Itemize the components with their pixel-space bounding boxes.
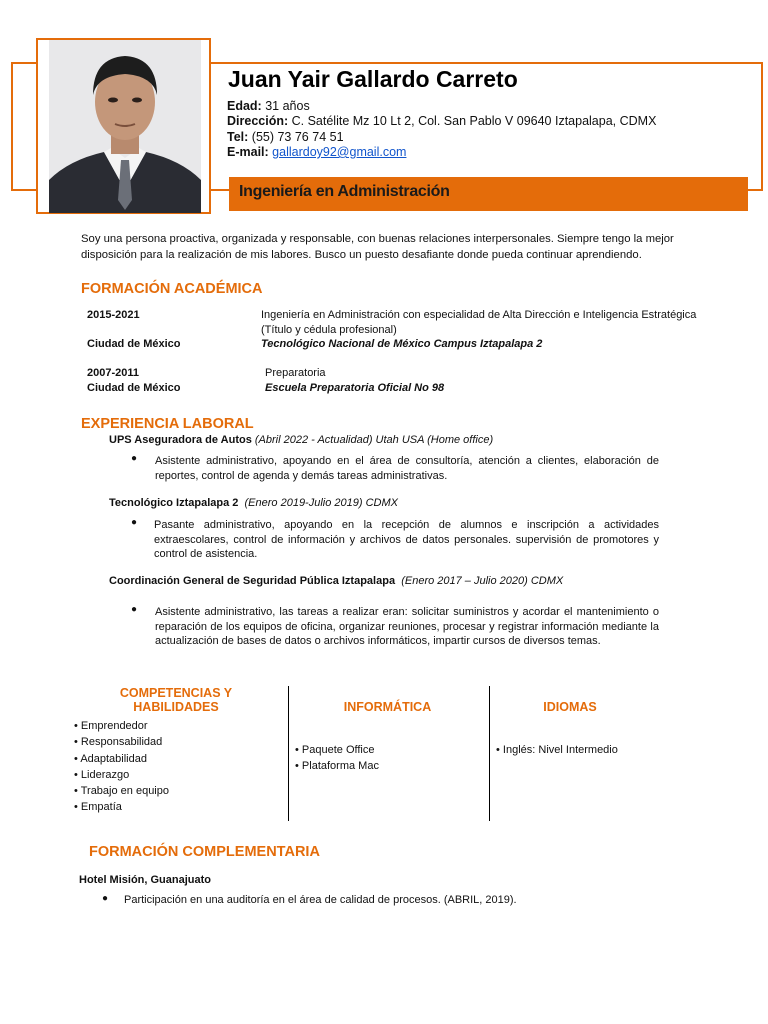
idiomas-title: IDIOMAS [543,700,597,714]
list-item: • Responsabilidad [74,736,163,749]
competencias-title-line1: COMPETENCIAS Y [119,686,233,700]
job-description: Pasante administrativo, apoyando en la recepción de alumnos e inscripción a actividades extraescolares, control de información y archivos de datos personales. supervisión de promotores y control de asistencia. [154,519,659,560]
profile-summary: Soy una persona proactiva, organizada y responsable, con buenas relaciones interpersonales. Siempre tengo la mejor disposición para la realización de mis labores. Busco un puesto desafiante donde pueda continuar aprendiendo. [81,233,674,261]
edu-years: 2007-2011 [87,367,139,379]
edu-years: 2015-2021 [87,309,140,321]
address-value: C. Satélite Mz 10 Lt 2, Col. San Pablo V 09640 Iztapalapa, CDMX [291,114,657,128]
job-description: Asistente administrativo, las tareas a realizar eran: solicitar suministros y acordar el mantenimiento o reparación de los equipos de oficina, organizar reuniones, procesar y registrar información mediante la actualización de bases de datos o archivos informáticos, impartir cursos de diversos temas. [155,606,659,647]
email-line [227,145,406,159]
candidate-name: Juan Yair Gallardo Carreto [228,66,518,92]
list-item-text: Plataforma Mac [301,760,379,773]
experience-title: EXPERIENCIA LABORAL [81,416,254,432]
list-item: • Trabajo en equipo [74,785,169,798]
list-item: • Adaptabilidad [74,752,147,765]
list-item-text: Liderazgo [80,768,130,781]
list-item-text: Trabajo en equipo [80,785,169,798]
list-item-text: Emprendedor [80,720,148,732]
job-description: Asistente administrativo, apoyando en el área de consultoría, atención a clientes, elaboración de reportes, control de agenda y demás tareas administrativas. [155,455,659,482]
informatica-list [295,742,379,775]
edu-school: Tecnológico Nacional de México Campus Iztapalapa 2 [261,338,543,350]
idiomas-list [496,742,618,758]
degree-banner [229,177,748,211]
job-header [109,575,563,587]
job-header [109,434,493,446]
job-company: UPS Aseguradora de Autos [109,434,252,446]
address-line [227,114,656,128]
email-link[interactable]: gallardoy92@gmail.com [272,145,407,159]
competencias-list [74,718,169,816]
job-company: Coordinación General de Seguridad Pública Iztapalapa [109,575,396,587]
informatica-title: INFORMÁTICA [343,700,432,714]
job-detail: (Abril 2022 - Actualidad) Utah USA (Home office) [254,434,494,446]
list-item-text: Adaptabilidad [80,752,147,765]
list-item-text: Inglés: Nivel Intermedio [502,744,618,756]
column-divider [288,686,289,821]
complementary-title: FORMACIÓN COMPLEMENTARIA [89,844,320,860]
edu-place: Ciudad de México [87,338,181,350]
edu-degree: Preparatoria [265,367,326,379]
phone-line [227,130,344,144]
phone-label: Tel: [227,130,249,144]
list-item: • Empatía [74,801,122,814]
education-title: FORMACIÓN ACADÉMICA [81,281,263,297]
profile-photo [49,40,201,213]
edu-place: Ciudad de México [87,382,181,394]
bullet-icon: ● [131,604,138,615]
list-item: • Paquete Office [295,744,375,756]
list-item: • Liderazgo [74,768,130,781]
job-company: Tecnológico Iztapalapa 2 [109,497,239,509]
phone-value: (55) 73 76 74 51 [251,130,344,144]
complementary-place: Hotel Misión, Guanajuato [79,874,212,886]
age-label: Edad: [227,99,262,113]
email-label: E-mail: [227,145,269,159]
list-item: • Inglés: Nivel Intermedio [496,744,618,756]
list-item-text: Empatía [80,801,122,814]
age-line [227,99,310,113]
edu-note: (Título y cédula profesional) [261,324,397,336]
age-value: 31 años [265,99,310,113]
job-detail: (Enero 2019-Julio 2019) CDMX [244,497,398,509]
edu-degree: Ingeniería en Administración con especialidad de Alta Dirección e Inteligencia Estratégica [261,309,697,321]
list-item: • Emprendedor [74,720,148,732]
bullet-icon: ● [102,893,109,904]
bullet-icon: ● [131,517,138,528]
column-divider [489,686,490,821]
edu-school: Escuela Preparatoria Oficial No 98 [265,382,445,394]
degree-banner-text: Ingeniería en Administración [239,183,450,200]
list-item-text: Paquete Office [301,744,375,756]
list-item-text: Responsabilidad [80,736,163,749]
address-label: Dirección: [227,114,289,128]
competencias-title-line2: HABILIDADES [133,700,219,714]
list-item: • Plataforma Mac [295,760,379,773]
competencias-title [105,686,247,714]
job-header [109,497,398,509]
complementary-item: Participación en una auditoría en el área de calidad de procesos. (ABRIL, 2019). [124,894,517,906]
job-detail: (Enero 2017 – Julio 2020) CDMX [401,575,564,587]
bullet-icon: ● [131,453,138,464]
